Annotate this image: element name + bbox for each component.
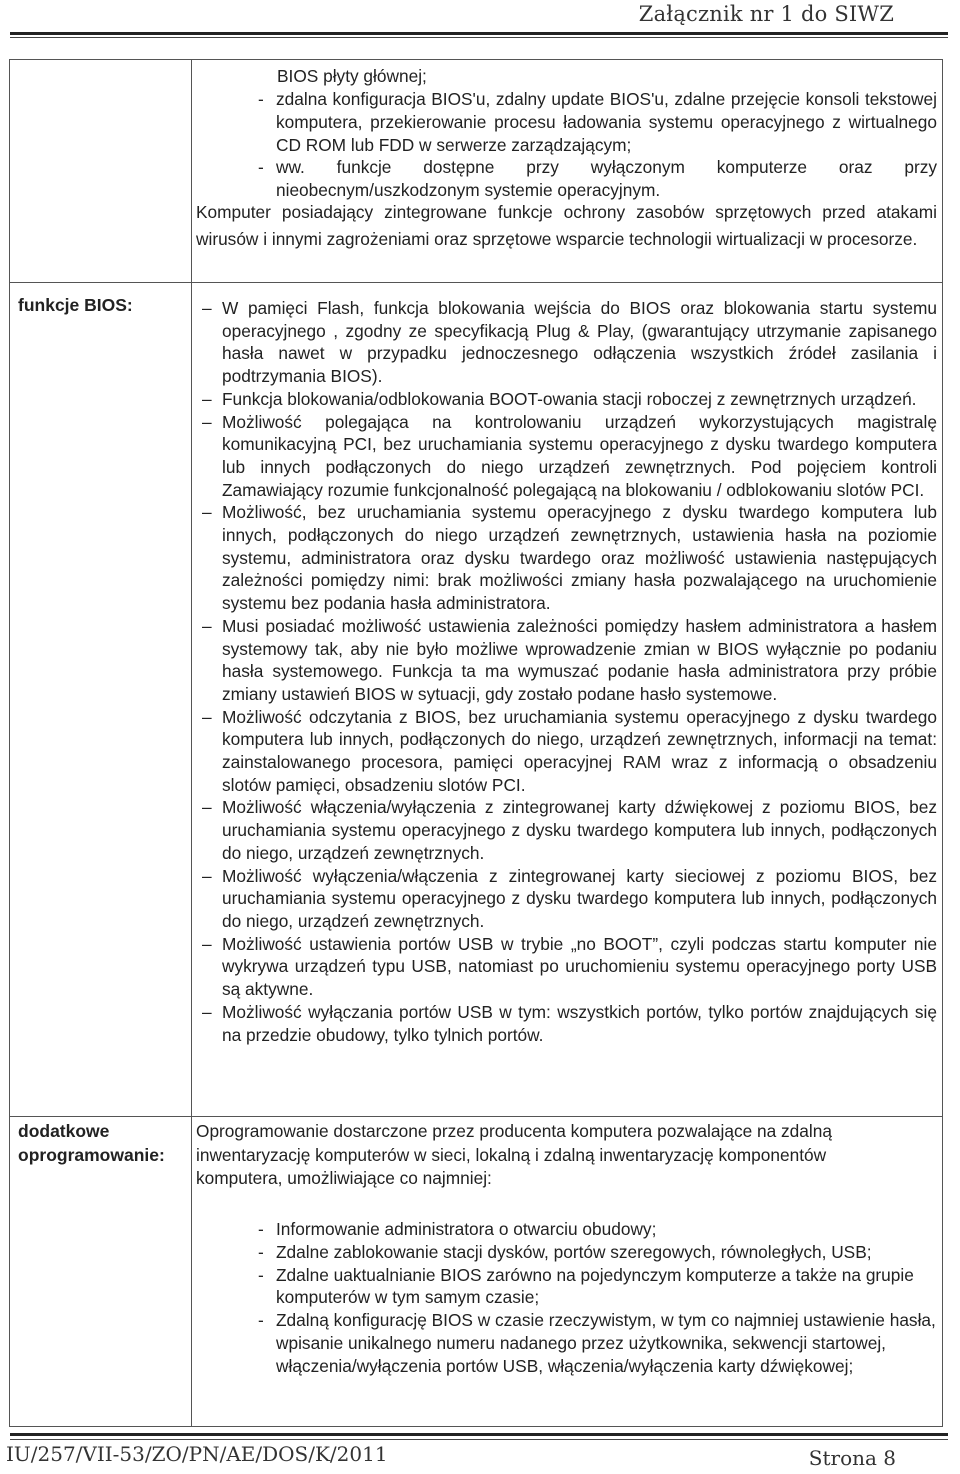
- top-cell-list: [256, 88, 937, 202]
- list-item: – Możliwość wyłączenia/włączenia z zintegrowanej karty sieciowej z poziomu BIOS, bez uruchamiania systemu operacyjnego z dysku twardego komputera lub innych, podłączonych do niego, urządzeń zewnętrznych.: [202, 865, 937, 933]
- document-reference-number: IU/257/VII-53/ZO/PN/AE/DOS/K/2011: [6, 1442, 388, 1466]
- list-item: – Możliwość, bez uruchamiania systemu operacyjnego z dysku twardego komputera lub innych, podłączonych do niego urządzeń zewnętrznych, ustawienia hasła na poziomie systemu, administratora oraz dysku twardego oraz możliwość ustawienia następujących zależności pomiędzy nimi: brak możliwości zmiany hasła pozwalającego na uruchomienie systemu bez podania hasła administratora.: [202, 501, 937, 615]
- list-item: – Funkcja blokowania/odblokowania BOOT-owania stacji roboczej z zewnętrznych urządzeń.: [202, 388, 937, 411]
- list-item: – Możliwość polegająca na kontrolowaniu urządzeń wykorzystujących magistralę komunikacyjną PCI, bez uruchamiania systemu operacyjnego z dysku twardego komputera lub innych podłączonych do niego urządzeń zewnętrznych. Pod pojęciem kontroli Zamawiający rozumie funkcjonalność polegającą na blokowaniu / odblokowaniu slotów PCI.: [202, 411, 937, 502]
- header-rule-thick: [10, 32, 948, 35]
- list-item: – Musi posiadać możliwość ustawienia zależności pomiędzy hasłem administratora a hasłem systemowy tak, aby nie było możliwe wprowadzenie zmian w BIOS wyłącznie po podaniu hasła systemowego. Funkcja ta ma wymuszać podanie hasła administratora przy próbie zmiany ustawień BIOS w sytuacji, gdy zostało podane hasło systemowe.: [202, 615, 937, 706]
- list-item: - zdalna konfiguracja BIOS'u, zdalny update BIOS'u, zdalne przejęcie konsoli tekstowej komputera, przekierowanie procesu ładowania systemu operacyjnego z wirtualnego CD ROM lub FDD w serwerze zarządzającym;: [256, 88, 937, 156]
- list-item: - Zdalną konfigurację BIOS w czasie rzeczywistym, w tym co najmniej ustawienie hasła, wpisanie unikalnego numeru nadanego przez użytkownika, sekwencji startowej, włączenia/wyłączenia portów USB, włączenia/wyłączenia karty dźwiękowej;: [256, 1309, 942, 1377]
- software-row-label-line2: oprogramowanie:: [18, 1145, 165, 1165]
- list-item: - Zdalne uaktualnianie BIOS zarówno na pojedynczym komputerze a także na grupie komputerów w tym samym czasie;: [256, 1264, 942, 1310]
- bios-row-label: funkcje BIOS:: [18, 295, 133, 315]
- software-row-label-line1: dodatkowe: [18, 1121, 110, 1141]
- top-cell-first-line: BIOS płyty głównej;: [277, 66, 427, 86]
- list-item: – Możliwość włączenia/wyłączenia z zintegrowanej karty dźwiękowej z poziomu BIOS, bez uruchamiania systemu operacyjnego z dysku twardego komputera lub innych, podłączonych do niego, urządzeń zewnętrznych.: [202, 796, 937, 864]
- software-features-list: [256, 1218, 942, 1378]
- software-intro: Oprogramowanie dostarczone przez producenta komputera pozwalające na zdalną inwentaryzację komputerów w sieci, lokalną i zdalną inwentaryzację komponentów komputera, umożliwiające co najmniej:: [196, 1121, 832, 1188]
- list-item: - ww. funkcje dostępne przy wyłączonym komputerze oraz przy nieobecnym/uszkodzonym systemie operacyjnym.: [256, 156, 937, 202]
- list-item: – W pamięci Flash, funkcja blokowania wejścia do BIOS oraz blokowania startu systemu operacyjnego , zgodny ze specyfikacją Plug & Play, (gwarantujący utrzymanie zapisanego hasła nawet w przypadku jednoczesnego odłączenia wszystkich źródeł zasilania i podtrzymania BIOS).: [202, 297, 937, 388]
- footer-rule-thick: [10, 1433, 948, 1436]
- page-number: Strona 8: [808, 1446, 896, 1470]
- list-item: – Możliwość ustawienia portów USB w trybie „no BOOT”, czyli podczas startu komputer nie wykrywa urządzeń typu USB, natomiast po uruchomieniu systemu operacyjnego porty USB są aktywne.: [202, 933, 937, 1001]
- list-item: – Możliwość odczytania z BIOS, bez uruchamiania systemu operacyjnego z dysku twardego komputera lub innych, podłączonych do niego, urządzeń zewnętrznych, informacji na temat: zainstalowanego procesora, pamięci operacyjnej RAM wraz z informacją o obsadzeniu slotów pamięci, obsadzeniu slotów PCI.: [202, 706, 937, 797]
- page-header-title: Załącznik nr 1 do SIWZ: [638, 2, 894, 26]
- top-cell-paragraph: Komputer posiadający zintegrowane funkcje ochrony zasobów sprzętowych przed atakami wirusów i innymi zagrożeniami oraz sprzętowe wsparcie technologii wirtualizacji w procesorze.: [196, 202, 937, 249]
- footer-rule-thin: [10, 1439, 948, 1440]
- list-item: – Możliwość wyłączania portów USB w tym: wszystkich portów, tylko portów znajdujących się na przedzie obudowy, tylko tylnich portów.: [202, 1001, 937, 1046]
- list-item: - Informowanie administratora o otwarciu obudowy;: [256, 1218, 942, 1241]
- table-column-divider: [191, 60, 192, 1427]
- header-rule-thin: [10, 37, 948, 38]
- row-divider-software: [10, 1116, 942, 1117]
- bios-features-list: [202, 297, 937, 1046]
- list-item: - Zdalne zablokowanie stacji dysków, portów szeregowych, równoległych, USB;: [256, 1241, 942, 1264]
- row-divider-bios: [10, 282, 942, 283]
- specification-table: [9, 59, 943, 1427]
